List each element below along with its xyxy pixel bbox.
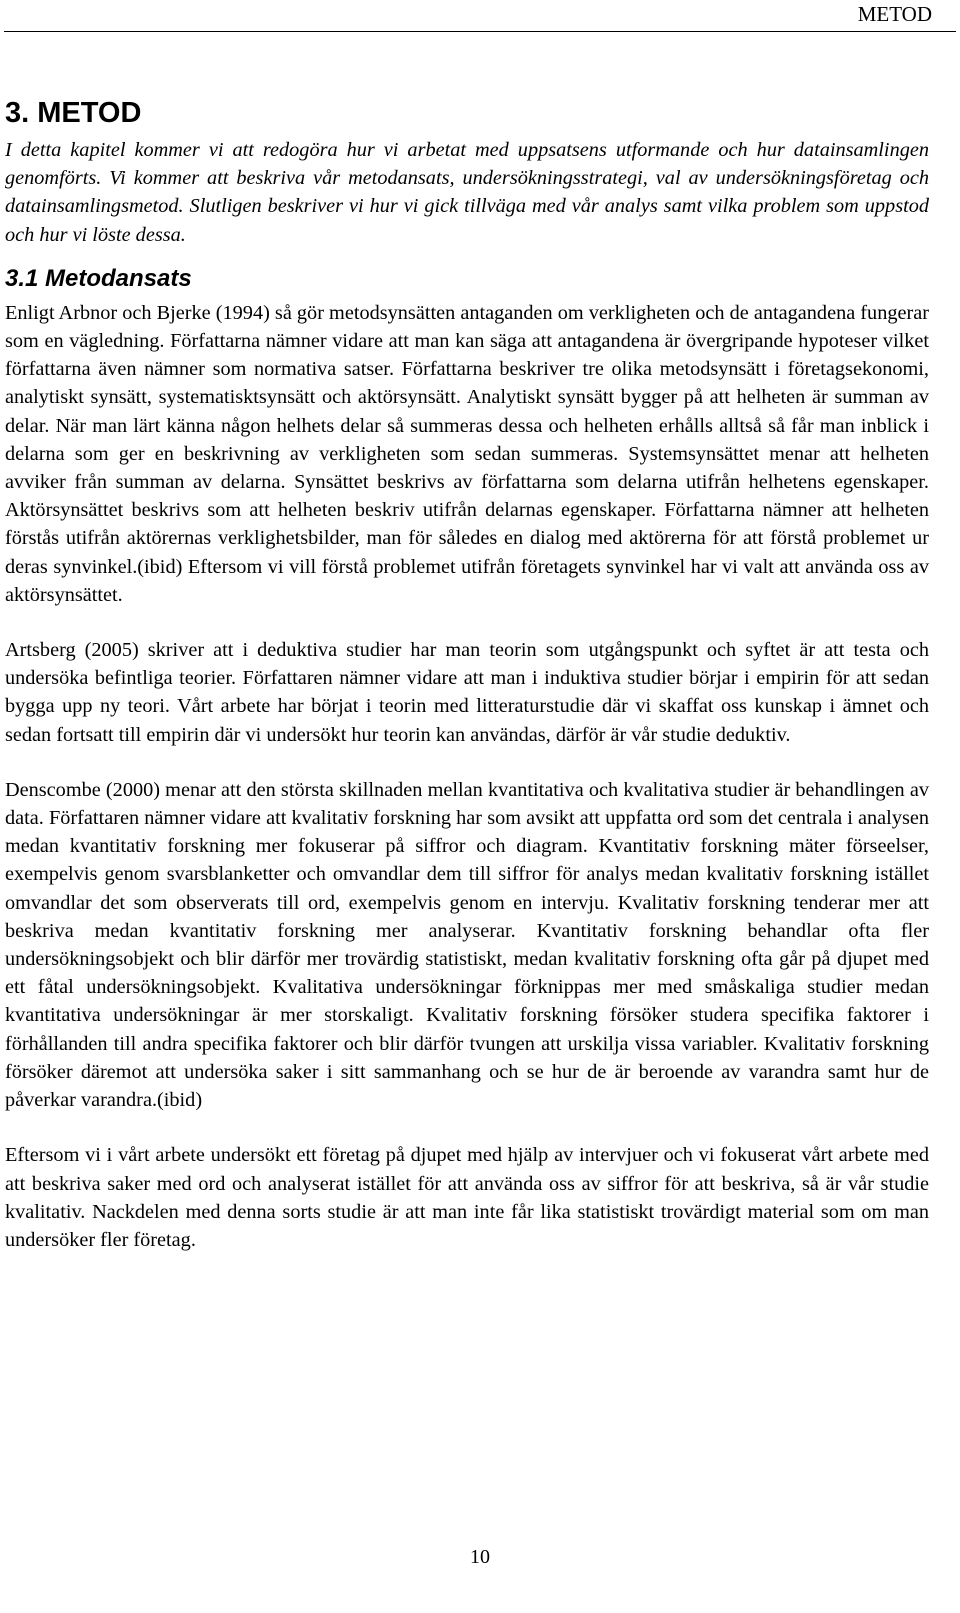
page-number: 10	[470, 1546, 490, 1568]
section-title: 3.1 Metodansats	[5, 264, 192, 292]
paragraph-3: Denscombe (2000) menar att den största skillnaden mellan kvantitativa och kvalitativa studier är behandlingen av data. Författaren nämner vidare att kvalitativ forskning har som avsikt att uppfatta ord som det centrala i analysen medan kvantitativ forskning mer fokuserar på siffror och diagram. Kvantitativ forskning mäter förseelser, exempelvis genom svarsblanketter och omvandlar dem till siffror för analys medan kvalitativ forskning istället omvandlar det som observerats till ord, exempelvis genom en intervju. Kvalitativ forskning tenderar mer att beskriva medan kvantitativ forskning mer analyserar. Kvantitativ forskning behandlar ofta fler undersökningsobjekt och blir därför mer trovärdig statistiskt, medan kvalitativ forskning ofta går på djupet med ett fåtal undersökningsobjekt. Kvalitativa undersökningar förknippas mer med småskaliga studier medan kvantitativa undersökningar är mer storskaligt. Kvalitativ forskning försöker studera specifika faktorer i förhållanden till andra specifika faktorer och blir därför tvungen att urskilja vissa variabler. Kvalitativ forskning försöker däremot att undersöka saker i sitt sammanhang och se hur de är beroende av varandra samt hur de påverkar varandra.(ibid)	[5, 778, 929, 1112]
running-header: METOD	[857, 2, 932, 26]
paragraph-4: Eftersom vi i vårt arbete undersökt ett företag på djupet med hjälp av intervjuer och vi fokuserat vårt arbete med att beskriva saker med ord och analyserat istället för att använda oss av siffror för att beskriva, så är vår studie kvalitativ. Nackdelen med denna sorts studie är att man inte får lika statistiskt trovärdigt material som om man undersöker fler företag.	[5, 1144, 929, 1251]
chapter-title: 3. METOD	[5, 97, 142, 129]
header-rule	[4, 31, 956, 32]
paragraph-2: Artsberg (2005) skriver att i deduktiva studier har man teorin som utgångspunkt och syftet är att testa och undersöka befintliga teorier. Författaren nämner vidare att man i induktiva studier börjar i empirin för att sedan bygga upp ny teori. Vårt arbete har börjat i teorin med litteraturstudie där vi skaffat oss kunskap i ämnet och sedan fortsatt till empirin där vi undersökt hur teorin kan användas, därför är vår studie deduktiv.	[5, 639, 929, 746]
page-content	[5, 94, 929, 1281]
paragraph-1: Enligt Arbnor och Bjerke (1994) så gör metodsynsätten antaganden om verkligheten och de antagandena fungerar som en vägledning. Författarna nämner vidare att man kan säga att antagandena är övergripande hypoteser vilket författarna även nämner som normativa satser. Författarna beskriver tre olika metodsynsätt i företagsekonomi, analytiskt synsätt, systematisktsynsätt och aktörsynsätt. Analytiskt synsätt bygger på att helheten är summan av delar. När man lärt känna någon helhets delar så summeras dessa och helheten erhålls alltså så får man inblick i delarna som ger en beskrivning av verkligheten som sedan summeras. Systemsynsättet menar att helheten avviker från summan av delarna. Synsättet beskrivs av författarna som delarna utifrån helhetens egenskaper. Aktörsynsättet beskrivs som att helheten beskriv utifrån delarnas egenskaper. Författarna nämner att helheten förstås utifrån aktörernas verklighetsbilder, man för således en dialog med aktörerna för att förstå problemet ur deras synvinkel.(ibid) Eftersom vi vill förstå problemet utifrån företagets synvinkel har vi valt att använda oss av aktörsynsättet.	[5, 301, 929, 606]
chapter-intro: I detta kapitel kommer vi att redogöra hur vi arbetat med uppsatsens utformande och hur datainsamlingen genomförts. Vi kommer att beskriva vår metodansats, undersökningsstrategi, val av undersökningsföretag och datainsamlingsmetod. Slutligen beskriver vi hur vi gick tillväga med vår analys samt vilka problem som uppstod och hur vi löste dessa.	[5, 139, 929, 246]
